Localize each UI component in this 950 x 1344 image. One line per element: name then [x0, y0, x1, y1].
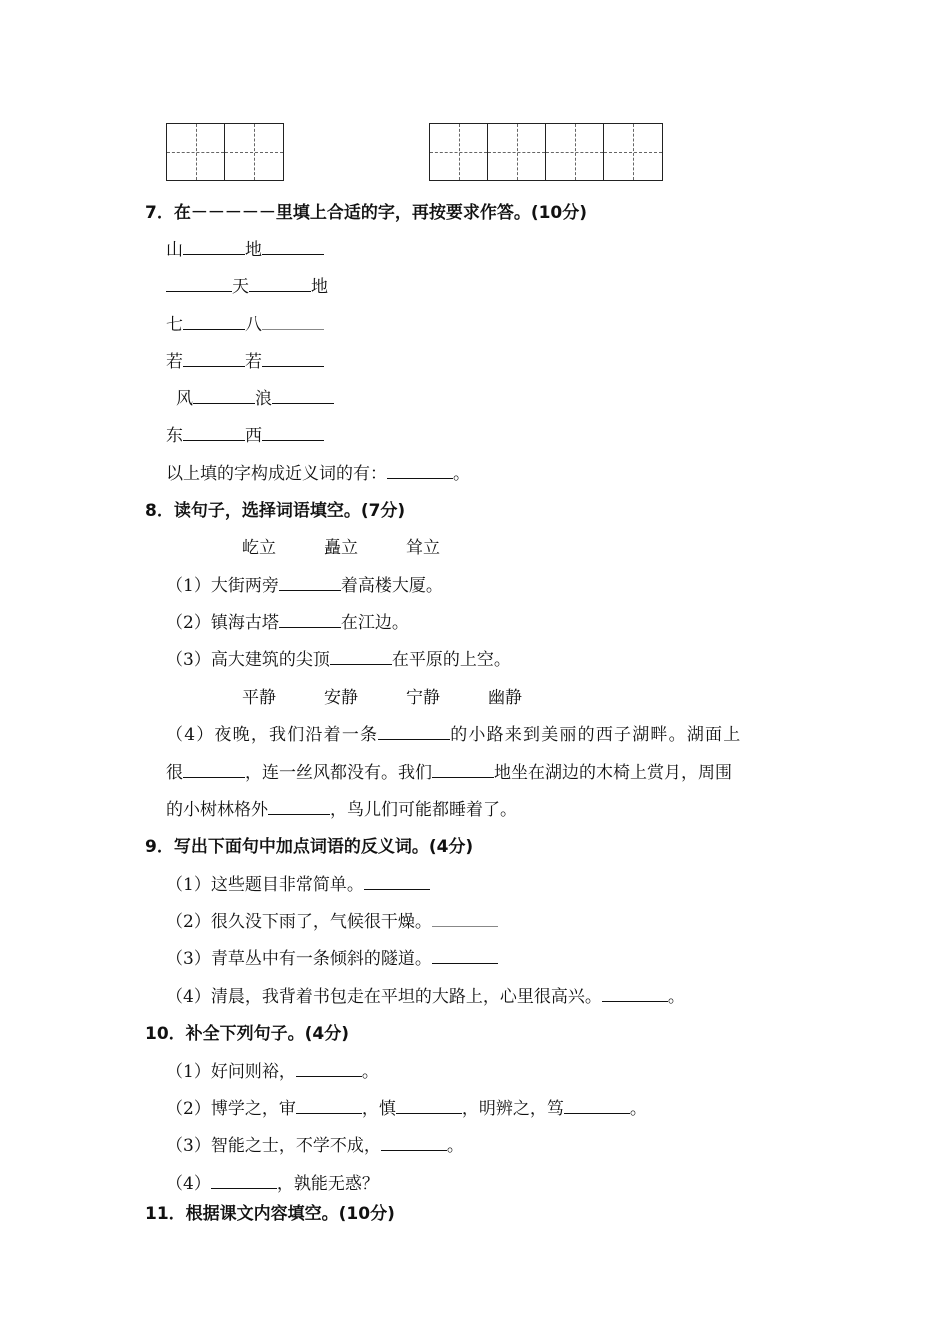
blank[interactable] — [432, 910, 498, 927]
q8-paragraph-line-1: （4）夜晚，我们沿着一条 的小路来到美丽的西子湖畔。湖面上 — [166, 725, 742, 745]
q10-sentence-4: （4） ，孰能无惑？ — [166, 1174, 379, 1194]
q8-sentence-1: （1）大街两旁 着高楼大厦。 — [166, 576, 443, 596]
grid-cell[interactable] — [604, 124, 662, 180]
q7-row-3: 七 八 — [166, 310, 324, 335]
q10-sentence-2: （2）博学之，审 ，慎 ，明辨之，笃 。 — [166, 1099, 647, 1119]
blank[interactable] — [564, 1097, 630, 1114]
writing-grid-right[interactable] — [429, 123, 663, 181]
blank[interactable] — [296, 1097, 362, 1114]
grid-cell[interactable] — [225, 124, 283, 180]
q8-title: 8．读句子，选择词语填空。(7分) — [145, 501, 406, 521]
q9-sentence-1: （1）这些题目非常简单。 — [166, 870, 430, 895]
blank[interactable] — [330, 648, 392, 665]
blank[interactable] — [262, 350, 324, 367]
word-option: 平静 — [242, 688, 276, 708]
blank[interactable] — [378, 723, 450, 740]
blank[interactable] — [396, 1097, 462, 1114]
blank[interactable] — [272, 387, 334, 404]
q7-row-2: 天 地 — [166, 272, 328, 297]
blank[interactable] — [183, 761, 245, 778]
q10-sentence-3: （3）智能之士，不学不成， 。 — [166, 1136, 464, 1156]
q10-title: 10．补全下列句子。(4分) — [145, 1024, 350, 1044]
blank[interactable] — [262, 424, 324, 441]
q9-sentence-2: （2）很久没下雨了，气候很干燥。 — [166, 907, 498, 932]
blank[interactable] — [387, 462, 453, 479]
blank[interactable] — [183, 350, 245, 367]
word-option: 宁静 — [406, 688, 440, 708]
blank[interactable] — [432, 947, 498, 964]
q11-title: 11．根据课文内容填空。(10分) — [145, 1204, 395, 1224]
blank[interactable] — [268, 798, 330, 815]
grid-cell[interactable] — [546, 124, 604, 180]
q9-sentence-3: （3）青草丛中有一条倾斜的隧道。 — [166, 944, 498, 969]
blank[interactable] — [211, 1172, 277, 1189]
q7-row-6: 东 西 — [166, 421, 324, 446]
q7-title: 7．在－－－－－里填上合适的字，再按要求作答。(10分) — [145, 203, 588, 223]
word-option: 幽静 — [488, 688, 522, 708]
blank[interactable] — [262, 238, 324, 255]
blank[interactable] — [432, 761, 494, 778]
blank[interactable] — [183, 313, 245, 330]
blank[interactable] — [364, 873, 430, 890]
q8-sentence-2: （2）镇海古塔 在江边。 — [166, 613, 409, 633]
q8-sentence-3: （3）高大建筑的尖顶 在平原的上空。 — [166, 650, 511, 670]
blank[interactable] — [183, 424, 245, 441]
q7-synonym-line: 以上填的字构成近义词的有： 。 — [166, 464, 470, 484]
q7-row-5: 风 浪 — [176, 384, 334, 409]
q9-sentence-4: （4）清晨，我背着书包走在平坦的大路上，心里很高兴。 。 — [166, 987, 685, 1007]
q7-row-4: 若 若 — [166, 347, 324, 372]
blank[interactable] — [381, 1134, 447, 1151]
word-option: 耸立 — [406, 538, 440, 558]
blank[interactable] — [279, 574, 341, 591]
blank[interactable] — [279, 611, 341, 628]
word-option: 安静 — [324, 688, 358, 708]
q8-word-bank-1 — [242, 533, 488, 558]
blank[interactable] — [296, 1060, 362, 1077]
q8-paragraph-line-2: 很 ，连一丝风都没有。我们 地坐在湖边的木椅上赏月，周围 — [166, 763, 732, 783]
q7-row-1: 山 地 — [166, 235, 324, 260]
q8-paragraph-line-3: 的小树林格外 ，鸟儿们可能都睡着了。 — [166, 800, 517, 820]
q8-word-bank-2 — [242, 683, 570, 708]
blank[interactable] — [183, 238, 245, 255]
word-option: 矗立 — [324, 538, 358, 558]
blank[interactable] — [193, 387, 255, 404]
blank[interactable] — [262, 313, 324, 330]
grid-cell[interactable] — [167, 124, 225, 180]
word-option: 屹立 — [242, 538, 276, 558]
q9-title: 9．写出下面句中加点词语的反义词。(4分) — [145, 837, 474, 857]
blank[interactable] — [166, 275, 232, 292]
grid-cell[interactable] — [430, 124, 488, 180]
grid-cell[interactable] — [488, 124, 546, 180]
blank[interactable] — [602, 985, 668, 1002]
blank[interactable] — [249, 275, 311, 292]
writing-grid-left[interactable] — [166, 123, 284, 181]
q10-sentence-1: （1）好问则裕， 。 — [166, 1062, 379, 1082]
